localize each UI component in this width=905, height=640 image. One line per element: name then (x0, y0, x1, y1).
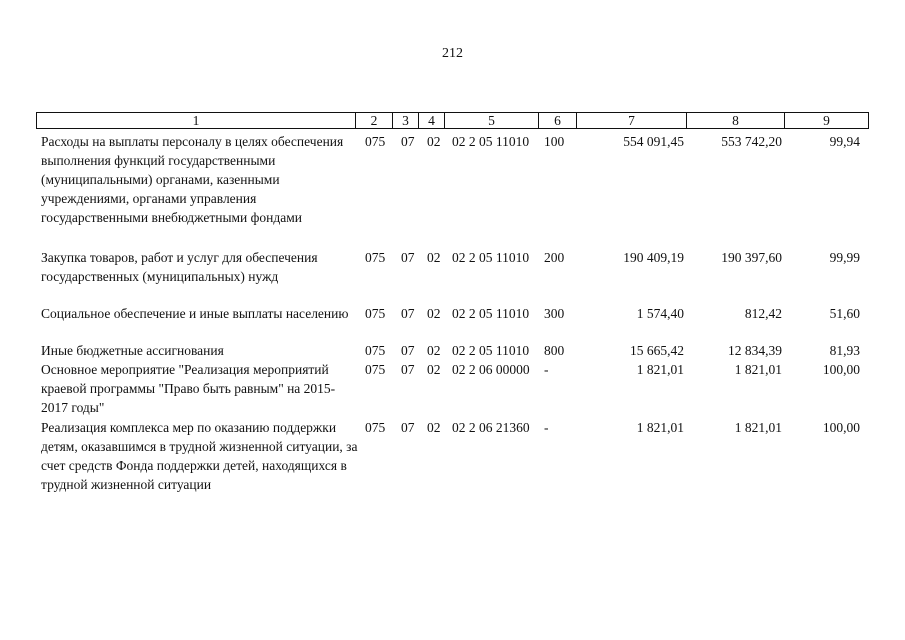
cell-col-4: 02 (427, 134, 441, 149)
cell-col-8: 190 397,60 (721, 250, 782, 265)
cell-col-9: 100,00 (822, 420, 860, 435)
row-description: Закупка товаров, работ и услуг для обеспечения государственных (муниципальных) нужд (41, 250, 318, 284)
cell-col-5: 02 2 06 00000 (452, 362, 530, 377)
column-header-4: 4 (418, 112, 445, 129)
cell-col-3: 07 (401, 134, 415, 149)
cell-col-9: 81,93 (829, 343, 860, 358)
cell-col-7: 1 821,01 (636, 362, 684, 377)
cell-col-2: 075 (365, 362, 386, 377)
column-header-9: 9 (784, 112, 869, 129)
column-header-1: 1 (36, 112, 356, 129)
cell-col-9: 51,60 (829, 306, 860, 321)
cell-col-3: 07 (401, 343, 415, 358)
column-header-6: 6 (538, 112, 577, 129)
row-description: Расходы на выплаты персоналу в целях обеспечения выполнения функций государственными (муниципальными) органами, казенными учреждениями, органами управления государственными внебюджетными фондами (41, 134, 344, 225)
cell-col-5: 02 2 06 21360 (452, 420, 530, 435)
column-header-2: 2 (355, 112, 393, 129)
cell-col-5: 02 2 05 11010 (452, 343, 530, 358)
cell-col-2: 075 (365, 250, 386, 265)
cell-col-3: 07 (401, 420, 415, 435)
cell-col-6: - (544, 420, 549, 435)
column-header-3: 3 (392, 112, 419, 129)
row-description: Реализация комплекса мер по оказанию поддержки детям, оказавшимся в трудной жизненной ситуации, за счет средств Фонда поддержки детей, находящихся в трудной жизненной ситуации (41, 420, 358, 492)
cell-col-4: 02 (427, 420, 441, 435)
cell-col-6: 200 (544, 250, 565, 265)
cell-col-4: 02 (427, 362, 441, 377)
cell-col-4: 02 (427, 250, 441, 265)
column-header-7: 7 (576, 112, 687, 129)
cell-col-8: 12 834,39 (728, 343, 782, 358)
cell-col-5: 02 2 05 11010 (452, 250, 530, 265)
cell-col-2: 075 (365, 134, 386, 149)
cell-col-2: 075 (365, 306, 386, 321)
cell-col-4: 02 (427, 343, 441, 358)
cell-col-6: 800 (544, 343, 565, 358)
cell-col-7: 1 574,40 (636, 306, 684, 321)
cell-col-9: 100,00 (822, 362, 860, 377)
row-description: Иные бюджетные ассигнования (41, 343, 224, 358)
cell-col-3: 07 (401, 362, 415, 377)
cell-col-6: 100 (544, 134, 565, 149)
cell-col-2: 075 (365, 343, 386, 358)
cell-col-7: 190 409,19 (623, 250, 684, 265)
cell-col-5: 02 2 05 11010 (452, 306, 530, 321)
cell-col-3: 07 (401, 306, 415, 321)
row-description: Основное мероприятие "Реализация мероприятий краевой программы "Право быть равным" на 2015-2017 годы" (41, 362, 336, 415)
cell-col-9: 99,94 (829, 134, 860, 149)
column-header-5: 5 (444, 112, 539, 129)
cell-col-6: - (544, 362, 549, 377)
cell-col-7: 554 091,45 (623, 134, 684, 149)
cell-col-8: 1 821,01 (734, 362, 782, 377)
cell-col-5: 02 2 05 11010 (452, 134, 530, 149)
cell-col-7: 1 821,01 (636, 420, 684, 435)
page-number: 212 (442, 46, 463, 61)
row-description: Социальное обеспечение и иные выплаты населению (41, 306, 349, 321)
cell-col-9: 99,99 (829, 250, 860, 265)
cell-col-8: 1 821,01 (734, 420, 782, 435)
cell-col-3: 07 (401, 250, 415, 265)
cell-col-7: 15 665,42 (630, 343, 684, 358)
cell-col-8: 812,42 (744, 306, 782, 321)
cell-col-6: 300 (544, 306, 565, 321)
cell-col-8: 553 742,20 (721, 134, 782, 149)
cell-col-2: 075 (365, 420, 386, 435)
cell-col-4: 02 (427, 306, 441, 321)
column-header-8: 8 (686, 112, 785, 129)
